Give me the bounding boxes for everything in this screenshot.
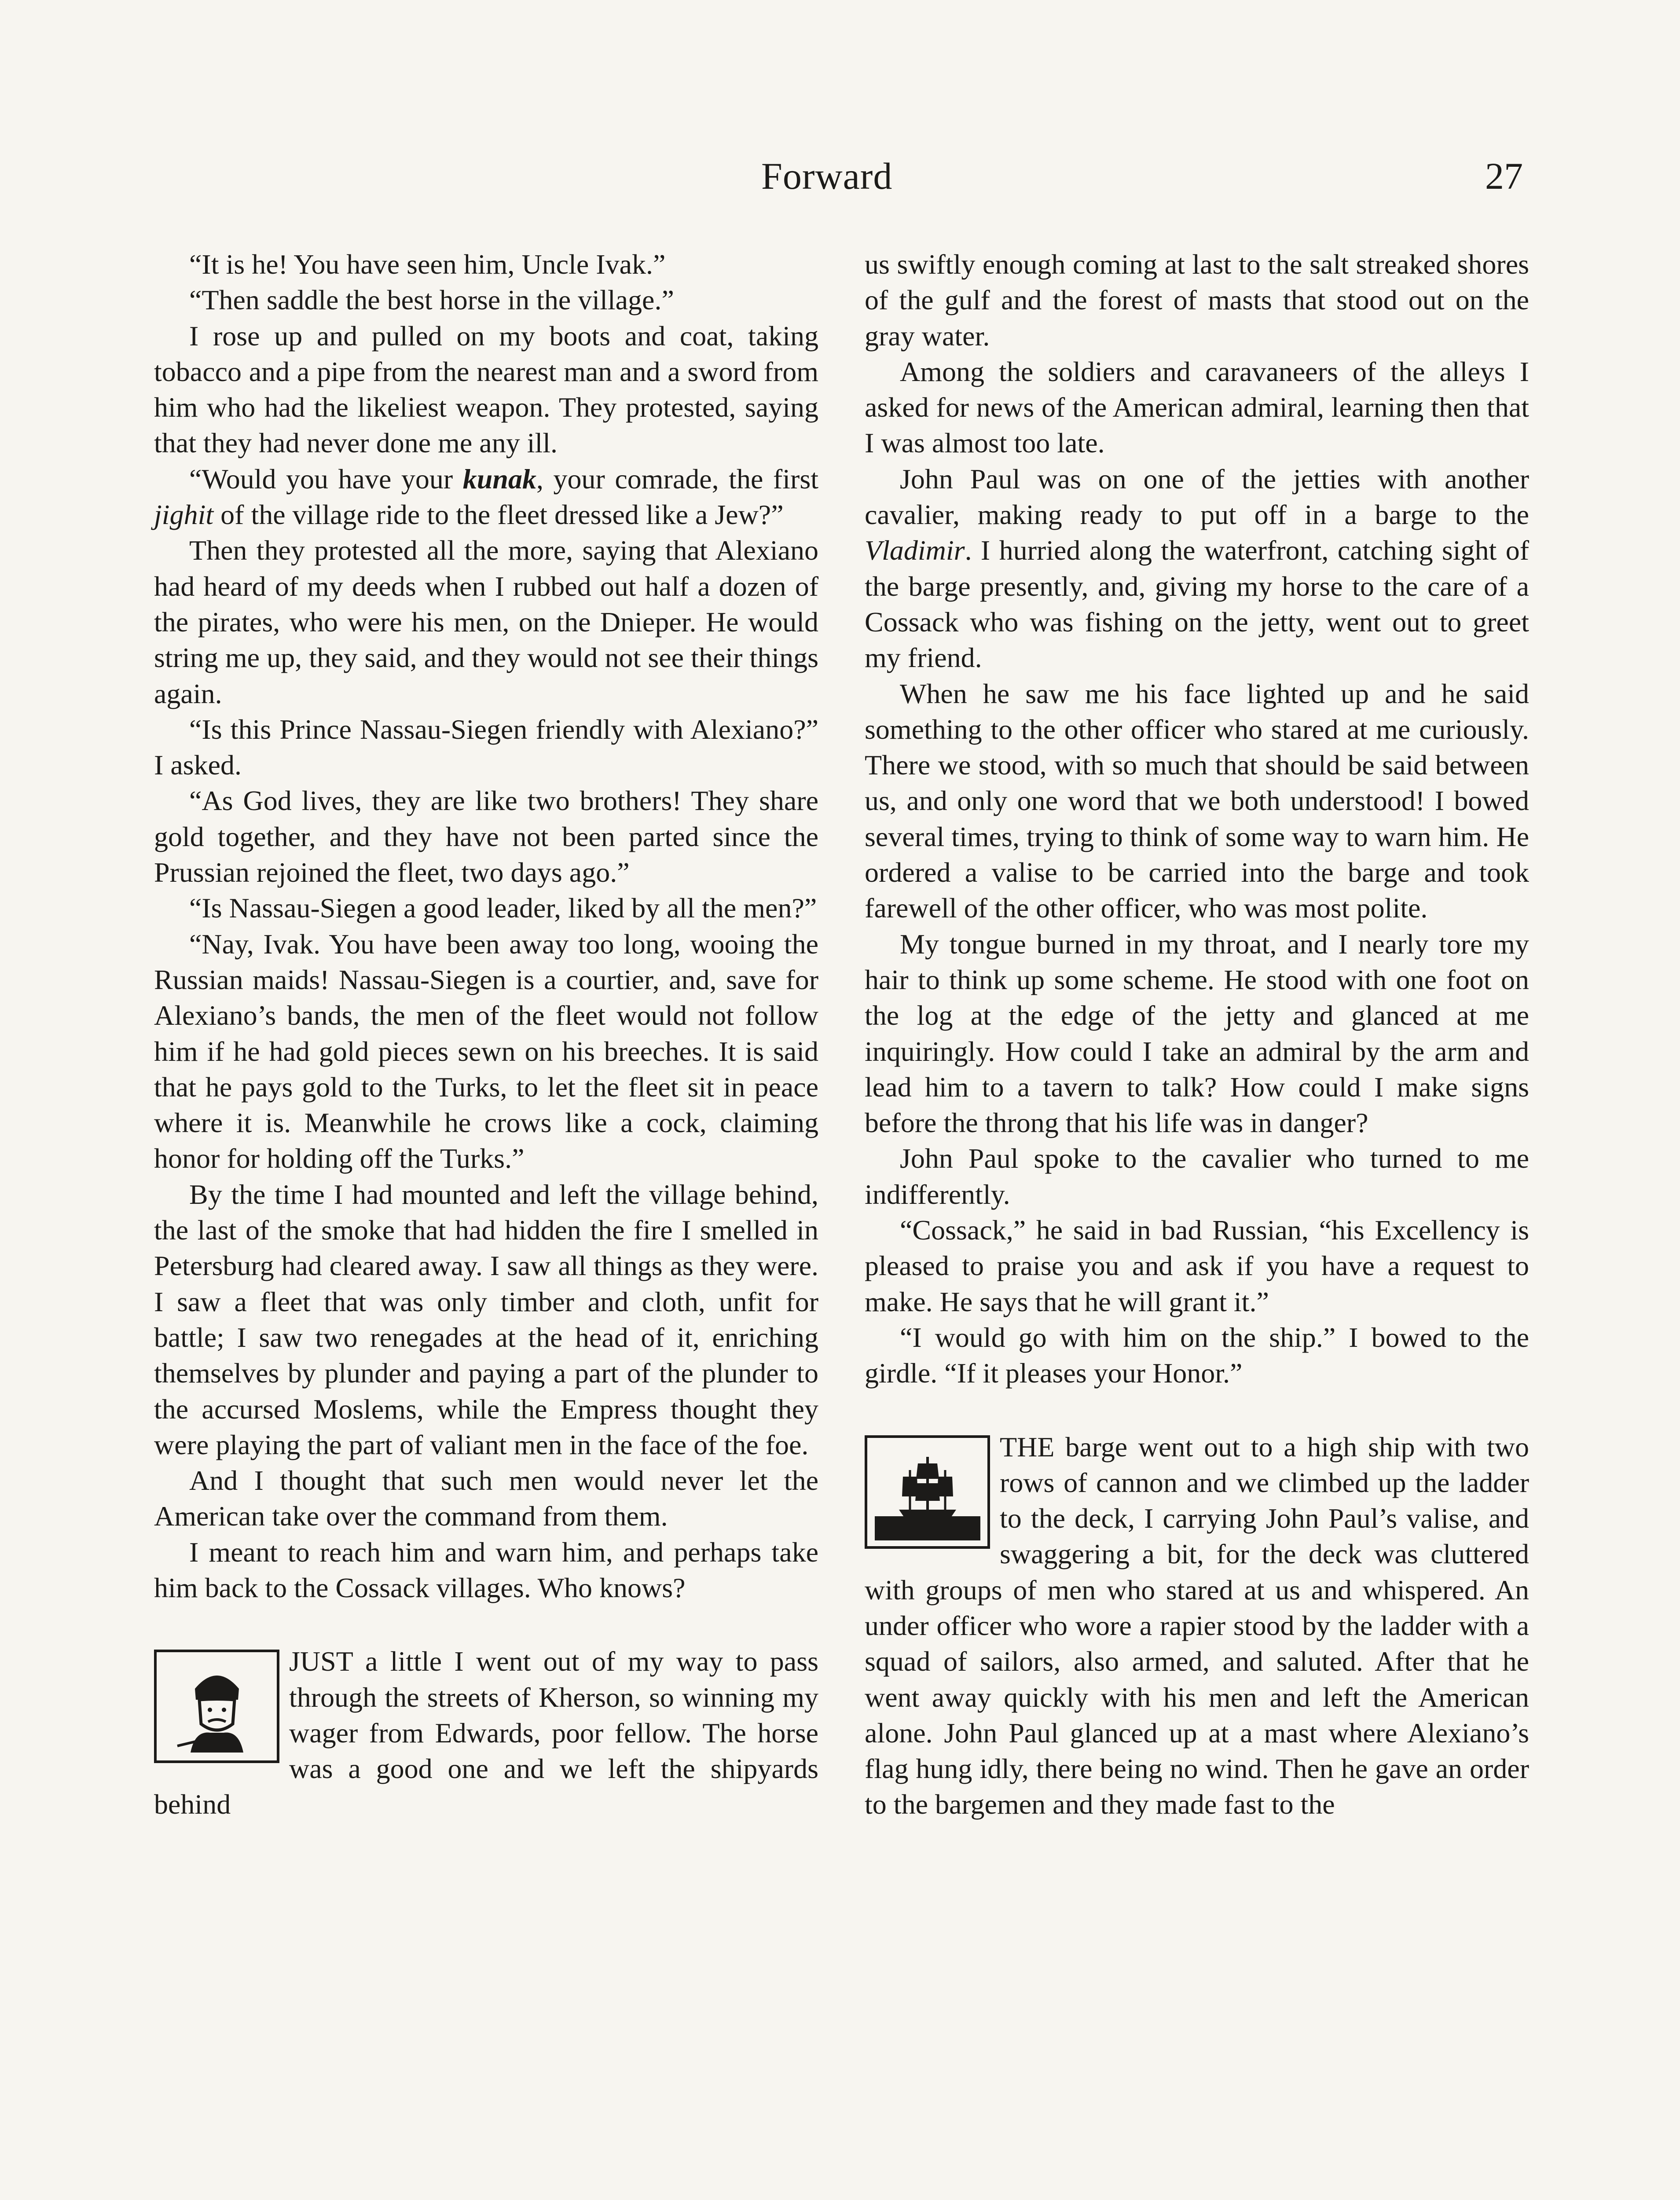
running-title: Forward: [761, 155, 893, 197]
paragraph: My tongue burned in my throat, and I nearly tore my hair to think up some scheme. He stood with one foot on the log at the edge of the jetty and glanced at me inquiringly. How could I take an admiral by the arm and lead him to a tavern to talk? How could I make signs before the throng that his life was in danger?: [865, 928, 1529, 1139]
paragraph: “As God lives, they are like two brothers! They share gold together, and they have not been parted since the Prussian rejoined the fleet, two days ago.”: [154, 785, 818, 888]
paragraph: “Is Nassau-Siegen a good leader, liked by all the men?”: [189, 892, 817, 924]
paragraph: “It is he! You have seen him, Uncle Ivak.”: [189, 249, 666, 280]
paragraph: And I thought that such men would never let the American take over the command from them.: [154, 1465, 818, 1532]
paragraph: [154, 461, 818, 533]
section-text: THE barge went out to a high ship with two rows of cannon and we climbed up the ladder to the deck, I carrying John Paul’s valise, and swaggering a bit, for the deck was cluttered with groups of men who stared at us and whispered. An under officer who wore a rapier stood by the ladder with a squad of sailors, also armed, and saluted. After that he went away quickly with his men and left the American alone. John Paul glanced up at a mast where Alexiano’s flag hung idly, there being no wind. Then he gave an order to the bargemen and they made fast to the: [865, 1431, 1529, 1820]
page-number: 27: [1485, 155, 1523, 197]
paragraph: By the time I had mounted and left the village behind, the last of the smoke that had hidden the fire I smelled in Petersburg had cleared away. I saw all things as they were. I saw a fleet that was only timber and cloth, unfit for battle; I saw two renegades at the head of it, enriching themselves by plunder and paying a part of the plunder to the accursed Moslems, while the Empress thought they were playing the part of valiant men in the face of the foe.: [154, 1178, 818, 1460]
paragraph: Among the soldiers and caravaneers of the alleys I asked for news of the American admiral, learning then that I was almost too late.: [865, 356, 1529, 459]
paragraph: I meant to reach him and warn him, and perhaps take him back to the Cossack villages. Who knows?: [154, 1536, 818, 1603]
cossack-portrait-drawing: [164, 1658, 270, 1755]
paragraph: “Nay, Ivak. You have been away too long, wooing the Russian maids! Nassau-Siegen is a courtier, and, save for Alexiano’s bands, the men of the fleet would not follow him if he had gold pieces sewn on his breeches. It is said that he pays gold to the Turks, to let the fleet sit in peace where it is. Meanwhile he crows like a cock, claiming honor for holding off the Turks.”: [154, 928, 818, 1174]
page-header: [0, 152, 1680, 205]
paragraph: When he saw me his face lighted up and he said something to the other officer who stared at me curiously. There we stood, with so much that should be said between us, and only one word that we both understood! I bowed several times, trying to think of some way to warn him. He ordered a valise to be carried into the barge and took farewell of the other officer, who was most polite.: [865, 678, 1529, 924]
section-text: JUST a little I went out of my way to pass through the streets of Kherson, so winning my wager from Edwards, poor fellow. The horse was a good one and we left the shipyards behind: [154, 1646, 818, 1820]
cossack-portrait-icon: [154, 1650, 279, 1763]
italic-word: Vladimir: [865, 535, 965, 566]
sailing-ship-icon: [865, 1435, 990, 1549]
paragraph: John Paul spoke to the cavalier who turned to me indifferently.: [865, 1143, 1529, 1210]
italic-word: kunak: [462, 463, 536, 495]
text-run: of the village ride to the fleet dressed like a Jew?”: [213, 499, 784, 531]
text-run: . I hurried along the waterfront, catching sight of the barge presently, and, giving my horse to the care of a Cossack who was fishing on the jetty, went out to greet my friend.: [865, 535, 1529, 674]
text-run: John Paul was on one of the jetties with another cavalier, making ready to put off in a barge to the: [865, 463, 1529, 531]
paragraph: Then they protested all the more, saying that Alexiano had heard of my deeds when I rubbed out half a dozen of the pirates, who were his men, on the Dnieper. He would string me up, they said, and they would not see their things again.: [154, 535, 818, 709]
text-run: , your comrade, the first: [536, 463, 818, 495]
sailing-ship-drawing: [875, 1444, 980, 1540]
right-column: [865, 246, 1529, 1822]
section-paragraph: [865, 1429, 1529, 1822]
paragraph: “Cossack,” he said in bad Russian, “his Excellency is pleased to praise you and ask if you have a request to make. He says that he will grant it.”: [865, 1214, 1529, 1317]
left-column: [154, 246, 818, 1822]
section-paragraph: [154, 1643, 818, 1822]
text-run: “Would you have your: [189, 463, 463, 495]
paragraph: “Then saddle the best horse in the village.”: [189, 284, 674, 316]
paragraph: [865, 461, 1529, 676]
paragraph: “Is this Prince Nassau-Siegen friendly with Alexiano?” I asked.: [154, 713, 818, 781]
paragraph: us swiftly enough coming at last to the salt streaked shores of the gulf and the forest of masts that stood out on the gray water.: [865, 249, 1529, 352]
paragraph: “I would go with him on the ship.” I bowed to the girdle. “If it pleases your Honor.”: [865, 1321, 1529, 1389]
paragraph: I rose up and pulled on my boots and coat, taking tobacco and a pipe from the nearest man and a sword from him who had the likeliest weapon. They protested, saying that they had never done me any ill.: [154, 320, 818, 459]
italic-word: jighit: [154, 499, 214, 531]
